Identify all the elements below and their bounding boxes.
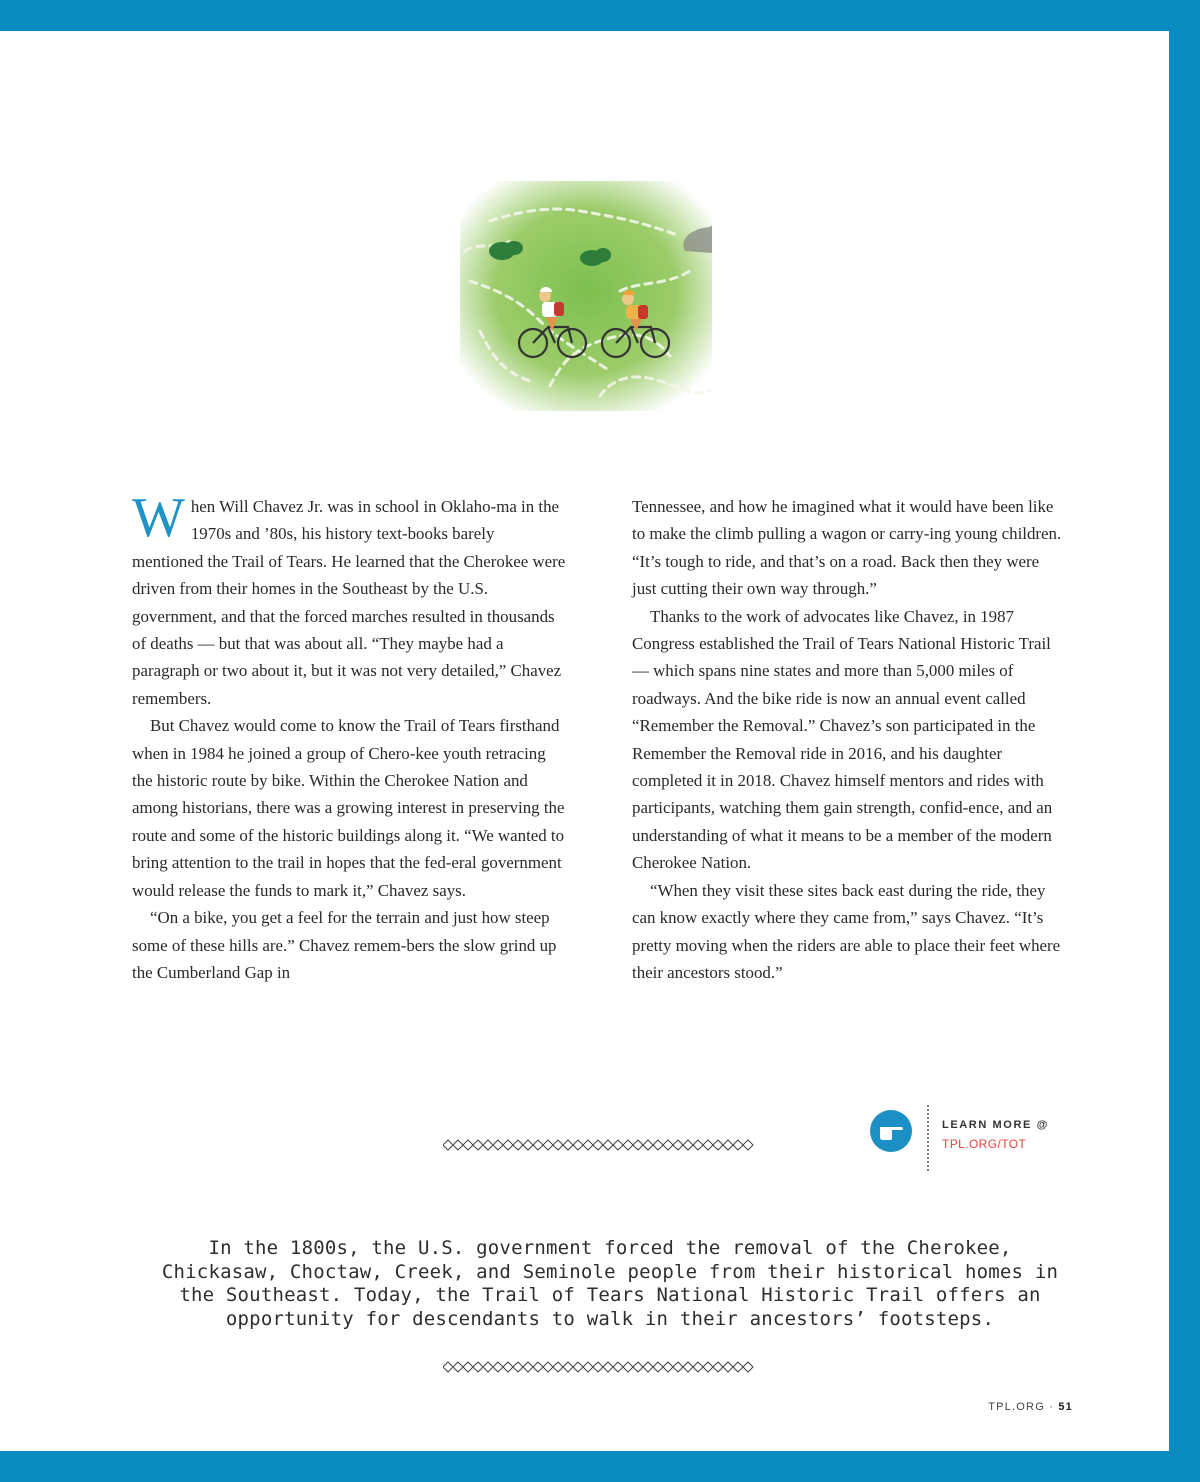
- learn-more-label: LEARN MORE @: [942, 1119, 1049, 1131]
- learn-more-callout: [870, 1077, 1090, 1149]
- diamond-divider-top: [443, 1139, 759, 1151]
- paragraph-5: “When they visit these sites back east during the ride, they can know exactly where they came from,” says Chavez. “It’s pretty moving when the riders are able to place their feet where their ancestors stood.”: [632, 880, 1061, 982]
- learn-more-link[interactable]: TPL.ORG/TOT: [942, 1137, 1027, 1151]
- cyclists-on-trail-illustration: [460, 181, 712, 411]
- paragraph-3-continued: Tennessee, and how he imagined what it would have been like to make the climb pulling a wagon or carry-ing young children. “It’s tough to ride, and that’s on a road. Back then they were just cutting their own way through.”: [632, 497, 1062, 599]
- diamond-divider-bottom: [443, 1361, 759, 1373]
- footer-site[interactable]: TPL.ORG: [988, 1401, 1045, 1413]
- page: [0, 31, 1169, 1451]
- paragraph-1: hen Will Chavez Jr. was in school in Oklaho-ma in the 1970s and ’80s, his history text-books barely mentioned the Trail of Tears. He learned that the Cherokee were driven from their homes in the Southeast by the U.S. government, and that the forced marches resulted in thousands of deaths — but that was about all. “They maybe had a paragraph or two about it, but it was not very detailed,” Chavez remembers.: [132, 497, 566, 708]
- pull-quote: In the 1800s, the U.S. government forced the removal of the Cherokee, Chickasaw, Choctaw, Creek, and Seminole people from their historical homes in the Southeast. Today, the Trail of Tears National Historic Trail offers an opportunity for descendants to walk in their ancestors’ footsteps.: [161, 1237, 1059, 1330]
- article-right-column: [632, 493, 1067, 986]
- paragraph-3: “On a bike, you get a feel for the terrain and just how steep some of these hills are.” Chavez remem-bers the slow grind up the Cumberland Gap in: [132, 908, 557, 982]
- pointing-hand-icon: [870, 1110, 912, 1152]
- paragraph-2: But Chavez would come to know the Trail of Tears firsthand when in 1984 he joined a group of Chero-kee youth retracing the historic route by bike. Within the Cherokee Nation and among historians, there was a growing interest in preserving the route and some of the historic buildings along it. “We wanted to bring attention to the trail in hopes that the fed-eral government would release the funds to mark it,” Chavez says.: [132, 716, 565, 900]
- footer-separator: ·: [1049, 1401, 1055, 1413]
- callout-divider: [927, 1105, 929, 1171]
- page-number: 51: [1058, 1401, 1073, 1413]
- page-footer: [988, 1401, 1073, 1413]
- drop-cap: W: [132, 487, 185, 549]
- article-left-column: [132, 487, 567, 986]
- paragraph-4: Thanks to the work of advocates like Chavez, in 1987 Congress established the Trail of Tears National Historic Trail — which spans nine states and more than 5,000 miles of roadways. And the bike ride is now an annual event called “Remember the Removal.” Chavez’s son participated in the Remember the Removal ride in 2016, and his daughter completed it in 2018. Chavez himself mentors and rides with participants, watching them gain strength, confid-ence, and an understanding of what it means to be a member of the modern Cherokee Nation.: [632, 606, 1053, 873]
